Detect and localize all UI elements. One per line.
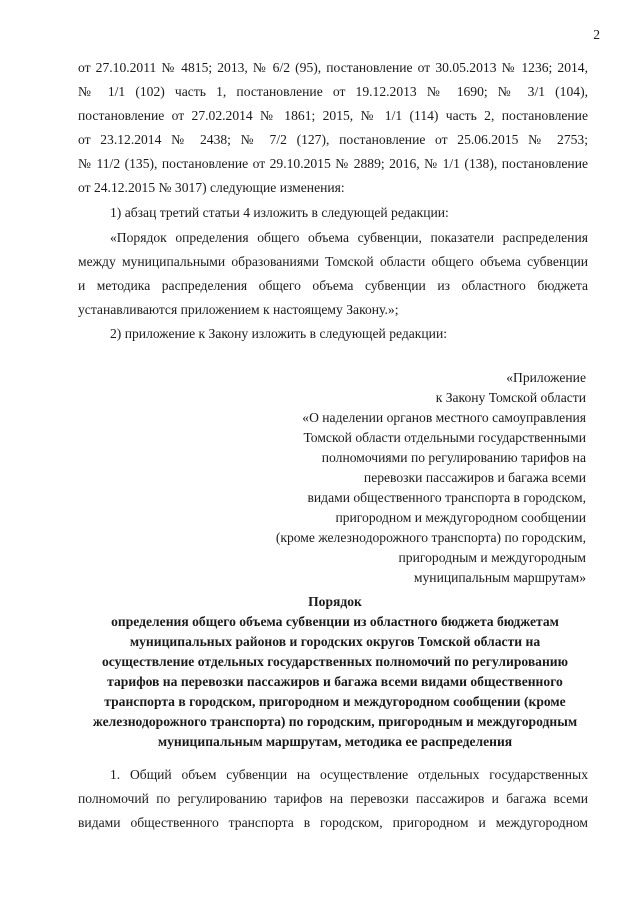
- intro-line: от 27.10.2011 № 4815; 2013, № 6/2 (95), постановление от 30.05.2013 № 1236; 2014,: [78, 60, 588, 75]
- appendix-line: пригородным и междугородным: [398, 550, 586, 565]
- section-title: Порядок: [308, 594, 362, 609]
- quote-line: и методика распределения общего объема субвенции из областного бюджета: [78, 278, 588, 293]
- intro-line: № 11/2 (135), постановление от 29.10.2015 № 2889; 2016, № 1/1 (138), постановление: [78, 156, 588, 171]
- appendix-line: (кроме железнодорожного транспорта) по городским,: [275, 530, 586, 545]
- body-line: полномочий по регулированию тарифов на перевозки пассажиров и багажа всеми: [78, 791, 588, 806]
- intro-line: постановление от 27.02.2014 № 1861; 2015, № 1/1 (114) часть 2, постановление: [78, 108, 588, 123]
- appendix-line: видами общественного транспорта в городском,: [307, 490, 586, 505]
- intro-line: № 1/1 (102) часть 1, постановление от 19.12.2013 № 1690; № 3/1 (104),: [78, 84, 588, 99]
- intro-line: от 23.12.2014 № 2438; № 7/2 (127), постановление от 25.06.2015 № 2753;: [78, 132, 588, 147]
- appendix-line: пригородном и междугородном сообщении: [335, 510, 586, 525]
- section-heading-line: муниципальных районов и городских округов Томской области на: [129, 634, 541, 649]
- appendix-line: перевозки пассажиров и багажа всеми: [363, 470, 586, 485]
- appendix-line: муниципальным маршрутам»: [413, 570, 586, 585]
- section-heading-line: определения общего объема субвенции из областного бюджета бюджетам: [111, 614, 559, 629]
- appendix-line: Томской области отдельными государственными: [303, 430, 586, 445]
- appendix-line: к Закону Томской области: [435, 390, 586, 405]
- intro-line: от 24.12.2015 № 3017) следующие изменения:: [78, 180, 345, 195]
- section-heading-line: осуществление отдельных государственных полномочий по регулированию: [101, 654, 569, 669]
- appendix-line: полномочиями по регулированию тарифов на: [321, 450, 586, 465]
- quote-line: между муниципальными образованиями Томской области общего объема субвенции: [78, 254, 588, 269]
- body-line: 1. Общий объем субвенции на осуществление отдельных государственных: [110, 767, 588, 782]
- appendix-line: «Приложение: [506, 370, 586, 385]
- section-heading-line: железнодорожного транспорта) по городским, пригородным и междугородным: [92, 714, 578, 729]
- body-line: видами общественного транспорта в городском, пригородном и междугородном: [78, 815, 588, 830]
- quote-line: «Порядок определения общего объема субвенции, показатели распределения: [110, 230, 588, 245]
- appendix-line: «О наделении органов местного самоуправления: [302, 410, 586, 425]
- section-heading-line: транспорта в городском, пригородном и междугородном сообщении (кроме: [104, 694, 566, 709]
- section-heading-line: тарифов на перевозки пассажиров и багажа всеми видами общественного: [107, 674, 563, 689]
- list-item-2: 2) приложение к Закону изложить в следующей редакции:: [110, 326, 447, 341]
- section-heading-line: муниципальным маршрутам, методика ее распределения: [157, 734, 513, 749]
- quote-line: устанавливаются приложением к настоящему Закону.»;: [78, 302, 399, 317]
- page-number: 2: [593, 27, 600, 42]
- list-item-1: 1) абзац третий статьи 4 изложить в следующей редакции:: [110, 205, 449, 220]
